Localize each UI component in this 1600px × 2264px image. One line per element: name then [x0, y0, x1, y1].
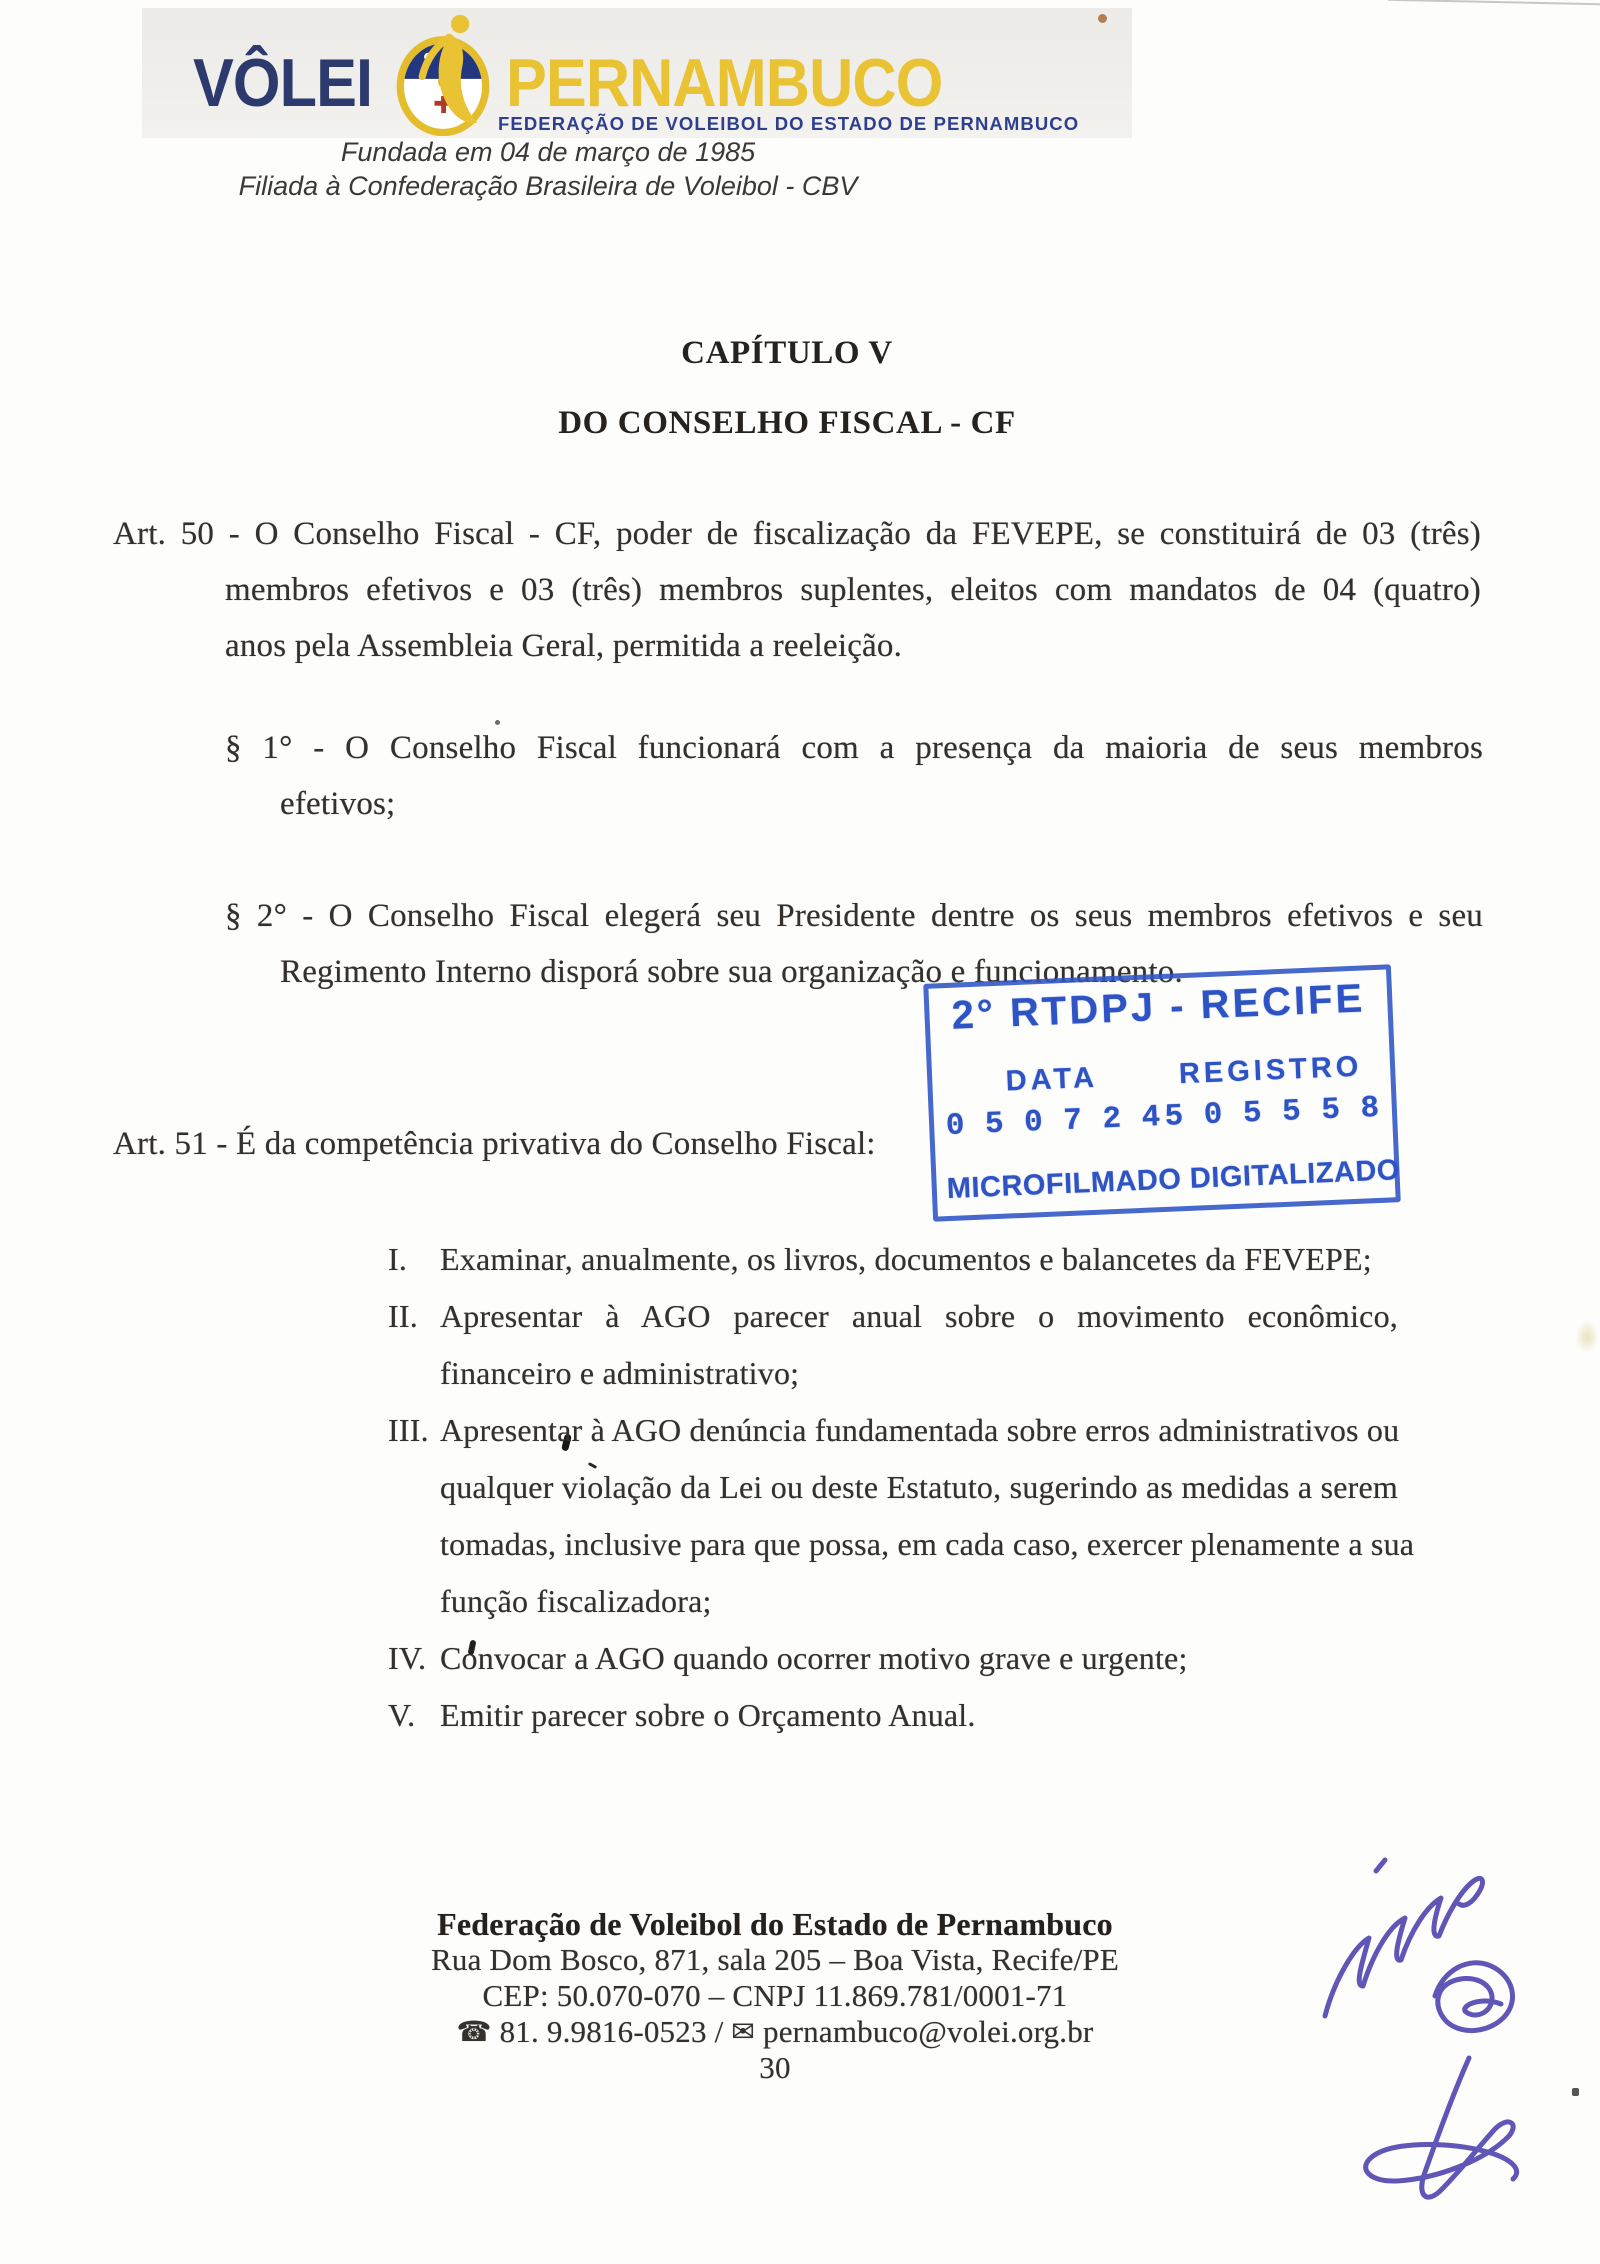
footer-block [330, 1906, 1220, 2086]
list-item [388, 1288, 1398, 1402]
paragraph-line: Art. 51 - É da competência privativa do Conselho Fiscal: [113, 1126, 876, 1162]
stamp-registro-label: REGISTRO [1178, 1050, 1363, 1091]
logo-word-volei: VÔLEI [193, 45, 373, 121]
footer-contact-line [330, 2014, 1220, 2050]
chapter-subtitle: DO CONSELHO FISCAL - CF [558, 405, 1016, 441]
stamp-data-value: 0 5 0 7 2 4 [945, 1100, 1163, 1145]
article-51-list [388, 1231, 1415, 1744]
stamp-data-label: DATA [1005, 1061, 1099, 1098]
list-item [388, 1687, 1398, 1744]
signature-scribble [1285, 1798, 1585, 2228]
list-item [388, 1231, 1398, 1288]
footer-email: pernambuco@volei.org.br [763, 2014, 1094, 2049]
list-item-line: tomadas, inclusive para que possa, em cada caso, exercer plenamente a sua [440, 1526, 1415, 1562]
list-item-line: Apresentar à AGO parecer anual sobre o movimento econômico, [440, 1298, 1398, 1334]
paragraph-line: § 2° - O Conselho Fiscal elegerá seu Presidente dentre os seus membros efetivos e seu [225, 898, 1483, 934]
paragraph-1 [225, 720, 1483, 832]
paragraph-line: Regimento Interno disporá sobre sua organização e funcionamento. [280, 954, 1183, 990]
registry-stamp [923, 964, 1401, 1221]
list-item-numeral: III. [388, 1412, 429, 1448]
paragraph-line: § 1° - O Conselho Fiscal funcionará com a presença da maioria de seus membros [225, 730, 1483, 766]
list-item-line: Examinar, anualmente, os livros, documentos e balancetes da FEVEPE; [440, 1241, 1372, 1277]
paragraph-line: membros efetivos e 03 (três) membros suplentes, eleitos com mandatos de 04 (quatro) [225, 572, 1481, 608]
list-item-numeral: IV. [388, 1640, 427, 1676]
federation-subtitle: FEDERAÇÃO DE VOLEIBOL DO ESTADO DE PERNAMBUCO [498, 113, 1080, 134]
paragraph-line: Art. 50 - O Conselho Fiscal - CF, poder de fiscalização da FEVEPE, se constituirá de 03 (três) [113, 516, 1481, 552]
footer-phone: 81. 9.9816-0523 / [499, 2014, 724, 2049]
stamp-title: 2° RTDPJ - RECIFE [950, 976, 1366, 1038]
page-number: 30 [759, 2050, 791, 2085]
list-item-numeral: I. [388, 1241, 408, 1277]
paragraph-line: efetivos; [280, 786, 396, 822]
stamp-registro-value: 5 0 5 5 5 8 [1163, 1090, 1381, 1135]
list-item-line: Convocar a AGO quando ocorrer motivo grave e urgente; [440, 1640, 1188, 1676]
list-item-line: qualquer violação da Lei ou deste Estatuto, sugerindo as medidas a serem [440, 1469, 1398, 1505]
affiliation-line: Filiada à Confederação Brasileira de Voleibol - CBV [238, 171, 858, 201]
founded-line: Fundada em 04 de março de 1985 [340, 137, 756, 167]
signature-flourish [1366, 2058, 1517, 2197]
email-icon: ✉ [731, 2015, 756, 2048]
list-item-numeral: II. [388, 1298, 418, 1334]
paragraph-line: anos pela Assembleia Geral, permitida a reeleição. [225, 628, 903, 664]
chapter-title: CAPÍTULO V [681, 335, 893, 371]
list-item-line: Apresentar à AGO denúncia fundamentada sobre erros administrativos ou [440, 1412, 1400, 1448]
signature-word [1325, 1878, 1482, 2016]
list-item-line: Emitir parecer sobre o Orçamento Anual. [440, 1697, 976, 1733]
list-item [388, 1402, 1415, 1630]
footer-cep-cnpj: CEP: 50.070-070 – CNPJ 11.869.781/0001-71 [482, 1978, 1068, 2013]
signature-loop [1435, 1963, 1513, 2031]
article-51-intro [113, 1116, 1013, 1172]
chapter-heading [113, 318, 1461, 458]
phone-icon: ☎ [456, 2015, 492, 2048]
list-item-line: função fiscalizadora; [440, 1583, 712, 1619]
scan-smudge [1575, 1320, 1599, 1354]
article-50-paragraph [113, 506, 1481, 674]
footer-address: Rua Dom Bosco, 871, sala 205 – Boa Vista, Recife/PE [431, 1942, 1119, 1977]
pe-flag-droplet-icon [382, 12, 504, 136]
scan-line-artifact [1388, 0, 1600, 5]
signature-accent [1376, 1860, 1385, 1871]
footer-org-name: Federação de Voleibol do Estado de Pernambuco [437, 1906, 1113, 1942]
ink-speck [1098, 14, 1107, 23]
list-item-line: financeiro e administrativo; [440, 1355, 800, 1391]
logo-word-pernambuco: PERNAMBUCO [506, 45, 943, 121]
list-item-numeral: V. [388, 1697, 416, 1733]
list-item [388, 1630, 1398, 1687]
stamp-bottom-text: MICROFILMADO DIGITALIZADO [946, 1154, 1401, 1206]
